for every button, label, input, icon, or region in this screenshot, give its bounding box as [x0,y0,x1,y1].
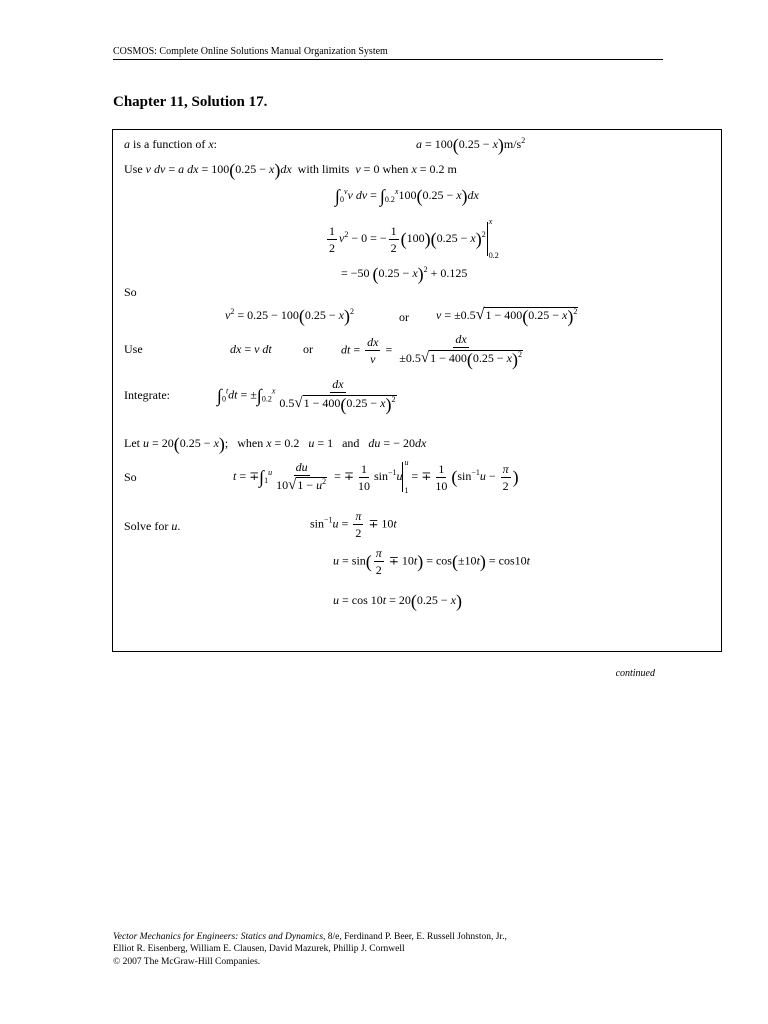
label-so-1: So [124,285,137,299]
equation-5-a: dx = v dt [230,342,272,356]
equation-4-right: $v = \pm 0.5√1 - 400(0.25 - x)^2$ [436,306,578,327]
footer-line-1 [113,931,507,943]
equation-5-or: or [303,342,313,356]
equation-1: $\int_0^vv$ dv = $\int_{0.2}^x100(0.25 - x)dx$ [335,186,479,206]
substitution-line: Let u = 20(0.25 − x); when x = 0.2 u = 1 and du = − 20dx [124,434,427,454]
solution-box [112,129,722,652]
label-use: Use [124,342,143,356]
page-header: COSMOS: Complete Online Solutions Manual Organization System [113,46,663,60]
footer-line-2: Elliot R. Eisenberg, William E. Clausen, David Mazurek, Phillip J. Cornwell [113,944,405,955]
equation-9: u = sin( $\frac{\pi}{2}$ ∓ 10t) = cos(±10t) = cos10t [333,546,531,577]
footer [113,931,507,968]
equation-6: $\int_0^tdt = \pm\int_{0.2}^x$ $\frac{dx}{0.5√1 - 400(0.25 - x)^2}$ [217,377,396,414]
equation-8: $\sin^{-1}u$ = $\frac{\pi}{2}$ ∓ 10t [310,509,397,540]
footer-copyright: © 2007 The McGraw-Hill Companies. [113,956,261,967]
equation-10: u = cos 10t = 20(0.25 − x) [333,591,462,611]
line2: Use v dv = a dx = 100(0.25 − x)dx with limits v = 0 when x = 0.2 m [124,160,457,180]
footer-authors-1: , 8/e, Ferdinand P. Beer, E. Russell Johnston, Jr., [323,932,507,942]
equation-7: $t = \mp\int_1^u$ $\frac{du}{10√1 - u^2}$ = ∓ $\frac{1}{10}$ $\sin^{-1}u$ u 1 = ∓ $\frac{1}{10}$ ($\sin^{-1}u$ − $\frac{\pi}{2}$ ) [233,458,519,495]
line1-left: a is a function of x: [124,137,217,151]
equation-4-left: $v^2 = 0.25 - 100(0.25 - x)^2$ [225,306,354,326]
label-integrate: Integrate: [124,388,170,402]
equation-3: = −50 $(0.25 - x)^2 + 0.125$ [341,264,468,284]
continued-label: continued [615,668,655,679]
footer-book-title: Vector Mechanics for Engineers: Statics and Dynamics [113,932,324,942]
equation-4-or: or [399,310,409,324]
equation-2: $\frac{1}{2}$ $v^2 - 0$ = − $\frac{1}{2}$ $(100)(0.25 - x)^2$ x 0.2 [329,217,499,260]
label-solve: Solve for u. [124,519,181,533]
chapter-title: Chapter 11, Solution 17. [113,94,268,110]
label-so-2: So [124,470,137,484]
equation-5-b: dt = $\frac{dx}{v}$ = $\frac{dx}{\pm 0.5√1 - 400(0.25 - x)^2}$ [341,332,522,369]
line1-right: $a = 100(0.25 - x)m/s^2$ [416,135,526,155]
